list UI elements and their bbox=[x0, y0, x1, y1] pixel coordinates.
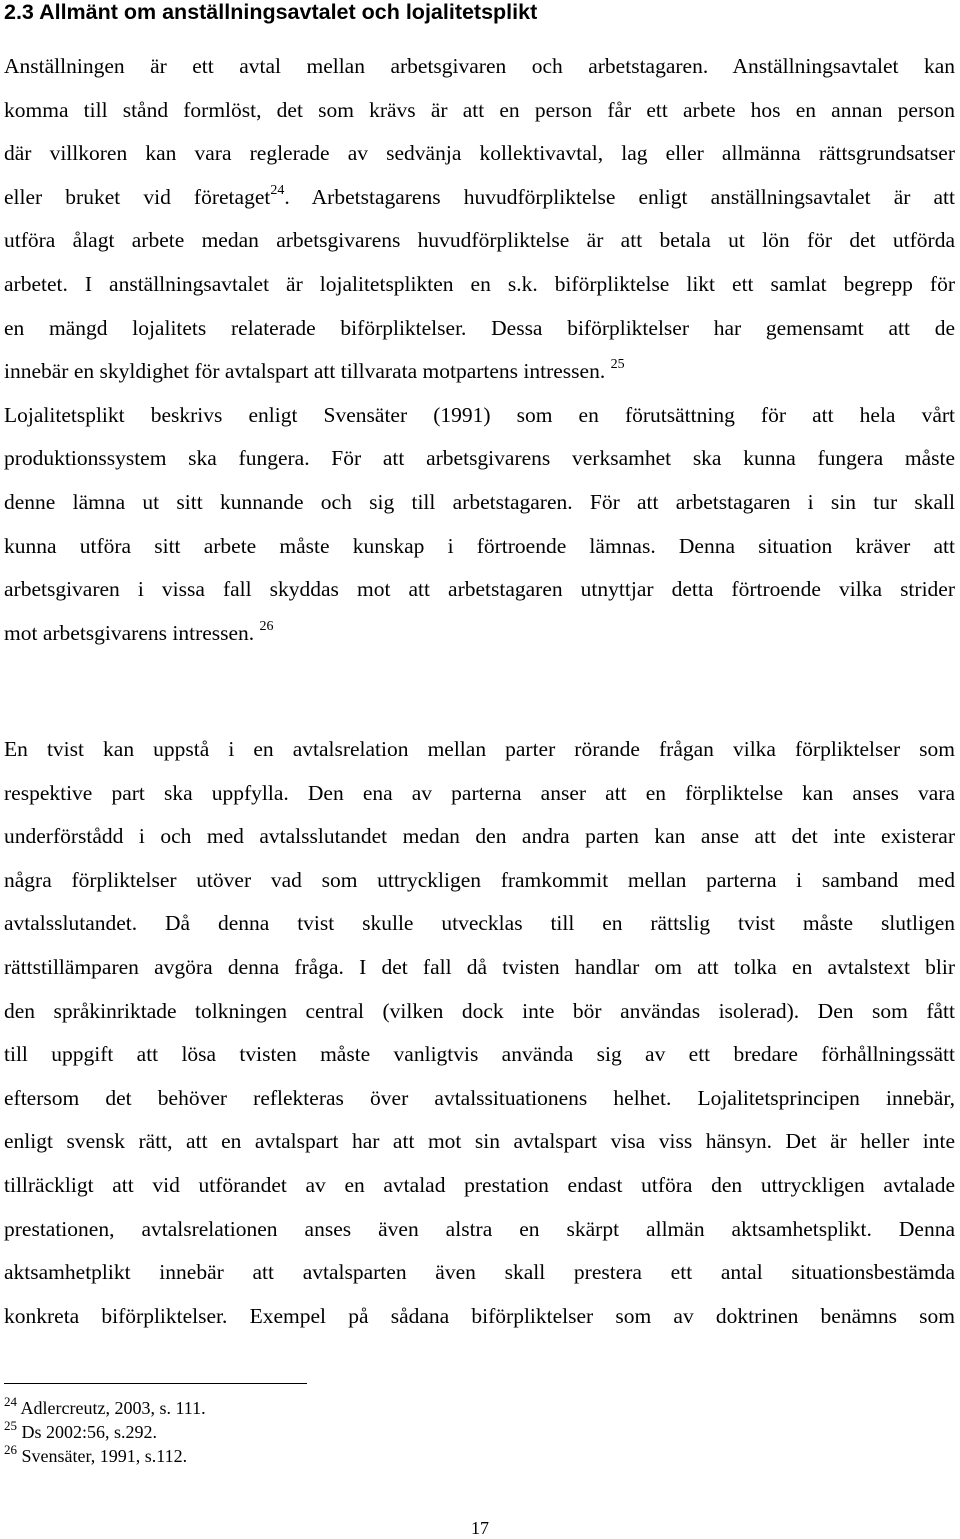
page-number: 17 bbox=[471, 1518, 489, 1538]
footnote-number: 25 bbox=[4, 1418, 17, 1433]
footnote-text: Adlercreutz, 2003, s. 111. bbox=[20, 1398, 206, 1418]
text-line: underförstådd i och med avtalsslutandet medan den andra parten kan anse att det inte existerar bbox=[4, 824, 955, 849]
text-line: denne lämna ut sitt kunnande och sig till arbetstagaren. För att arbetstagaren i sin tur skall bbox=[4, 489, 955, 514]
text-line: konkreta biförpliktelser. Exempel på sådana biförpliktelser som av doktrinen benämns som bbox=[4, 1303, 955, 1328]
text-line: arbetet. I anställningsavtalet är lojalitetsplikten en s.k. biförpliktelse likt ett samlat begrepp för bbox=[4, 271, 955, 296]
footnote-reference-26: 26 bbox=[259, 618, 274, 634]
text-line: några förpliktelser utöver vad som uttryckligen framkommit mellan parterna i samband med bbox=[4, 867, 955, 892]
paragraph-dispute-and-loyalty bbox=[4, 728, 955, 1338]
text-line: tillräckligt att vid utförandet av en avtalad prestation endast utföra den uttryckligen avtalade bbox=[4, 1172, 955, 1197]
text-line: avtalsslutandet. Då denna tvist skulle utvecklas till en rättslig tvist måste slutligen bbox=[4, 911, 955, 936]
text-line: respektive part ska uppfylla. Den ena av parterna anser att en förpliktelse kan anses vara bbox=[4, 780, 955, 805]
text-line: Anställningen är ett avtal mellan arbetsgivaren och arbetstagaren. Anställningsavtalet kan bbox=[4, 54, 955, 78]
footnote-text: Svensäter, 1991, s.112. bbox=[21, 1446, 188, 1466]
text-line: till uppgift att lösa tvisten måste vanligtvis använda sig av ett bredare förhållningssätt bbox=[4, 1042, 955, 1067]
text-line: komma till stånd formlöst, det som krävs är att en person får ett arbete hos en annan person bbox=[4, 97, 955, 122]
text-line-with-note-26 bbox=[4, 612, 955, 656]
paragraph-employment-agreement bbox=[4, 45, 955, 655]
section-heading: 2.3 Allmänt om anställningsavtalet och lojalitetsplikt bbox=[4, 0, 538, 24]
text-line: eftersom det behöver reflekteras över avtalssituationens helhet. Lojalitetsprincipen innebär, bbox=[4, 1085, 955, 1110]
text-line: där villkoren kan vara reglerade av sedvänja kollektivavtal, lag eller allmänna rättsgrundsatser bbox=[4, 141, 955, 166]
text-line: arbetsgivaren i vissa fall skyddas mot att arbetstagaren utnyttjar detta förtroende vilka strider bbox=[4, 577, 955, 602]
text-line-with-note-24 bbox=[4, 176, 955, 220]
footnote-24 bbox=[4, 1396, 206, 1420]
text-segment: mot arbetsgivarens intressen. bbox=[4, 620, 255, 645]
footnote-separator bbox=[4, 1383, 307, 1384]
text-line: prestationen, avtalsrelationen anses även alstra en skärpt allmän aktsamhetsplikt. Denna bbox=[4, 1216, 955, 1241]
footnote-reference-24: 24 bbox=[270, 182, 285, 198]
footnote-number: 24 bbox=[4, 1394, 17, 1409]
footnote-reference-25: 25 bbox=[610, 357, 625, 373]
text-line: aktsamhetplikt innebär att avtalsparten även skall prestera ett antal situationsbestämda bbox=[4, 1260, 955, 1285]
footnote-26 bbox=[4, 1444, 206, 1468]
text-segment: eller bruket vid företaget bbox=[4, 184, 271, 209]
text-line: enligt svensk rätt, att en avtalspart har att mot sin avtalspart visa viss hänsyn. Det är heller inte bbox=[4, 1129, 955, 1154]
footnote-number: 26 bbox=[4, 1442, 17, 1457]
text-line: en mängd lojalitets relaterade biförpliktelser. Dessa biförpliktelser har gemensamt att de bbox=[4, 315, 955, 340]
text-line: kunna utföra sitt arbete måste kunskap i förtroende lämnas. Denna situation kräver att bbox=[4, 533, 955, 558]
footnote-text: Ds 2002:56, s.292. bbox=[21, 1422, 158, 1442]
text-line: Lojalitetsplikt beskrivs enligt Svensäter (1991) som en förutsättning för att hela vårt bbox=[4, 402, 955, 427]
text-line: rättstillämparen avgöra denna fråga. I det fall då tvisten handlar om att tolka en avtalstext blir bbox=[4, 954, 955, 979]
text-line: produktionssystem ska fungera. För att arbetsgivarens verksamhet ska kunna fungera måste bbox=[4, 446, 955, 471]
footnotes bbox=[4, 1396, 206, 1468]
text-line: den språkinriktade tolkningen central (vilken dock inte bör användas isolerad). Den som fått bbox=[4, 998, 955, 1023]
text-segment: . Arbetstagarens huvudförpliktelse enligt anställningsavtalet är att bbox=[284, 184, 955, 209]
text-line: En tvist kan uppstå i en avtalsrelation mellan parter rörande frågan vilka förpliktelser som bbox=[4, 737, 955, 761]
footnote-25 bbox=[4, 1420, 206, 1444]
text-line-with-note-25 bbox=[4, 350, 955, 394]
text-line: utföra ålagt arbete medan arbetsgivarens huvudförpliktelse är att betala ut lön för det utförda bbox=[4, 228, 955, 253]
text-segment: innebär en skyldighet för avtalspart att tillvarata motpartens intressen. bbox=[4, 359, 606, 384]
